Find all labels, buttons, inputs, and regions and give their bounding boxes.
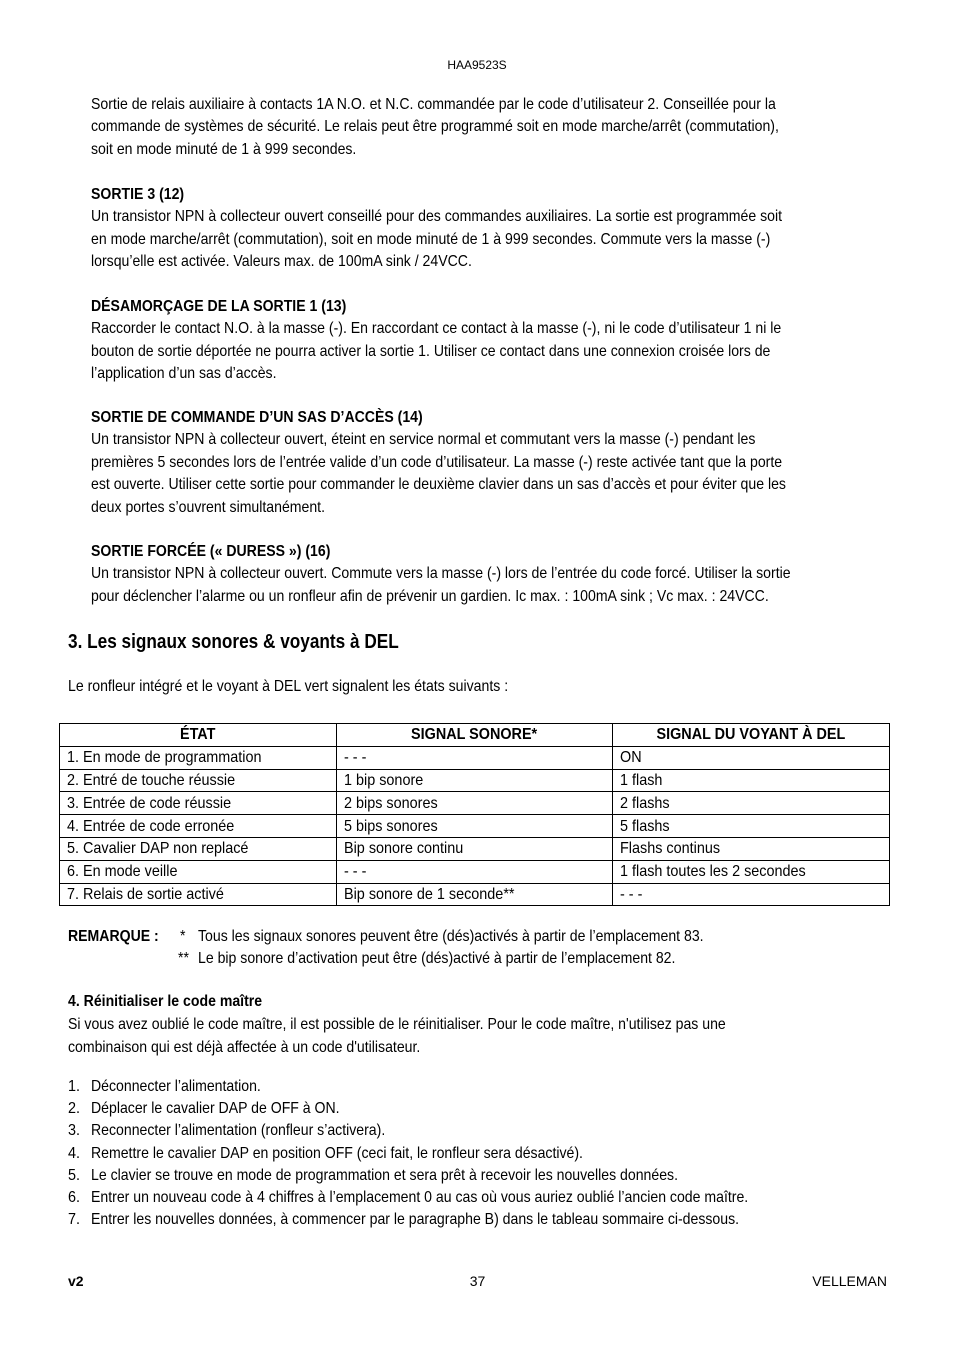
table-row bbox=[60, 792, 890, 815]
table-row bbox=[60, 769, 890, 792]
table-cell: - - - bbox=[337, 746, 613, 769]
paragraph-line: Un transistor NPN à collecteur ouvert, éteint en service normal et commutant vers la masse (-) pendant les bbox=[91, 431, 756, 449]
footer-brand: VELLEMAN bbox=[812, 1273, 887, 1289]
section-title: DÉSAMORÇAGE DE LA SORTIE 1 (13) bbox=[91, 298, 347, 315]
table-row bbox=[60, 746, 890, 769]
section-sortie-forcee bbox=[91, 541, 881, 608]
table-cell: Flashs continus bbox=[613, 837, 890, 860]
table-cell: - - - bbox=[613, 883, 890, 906]
table-cell: ON bbox=[613, 746, 890, 769]
document-page: HAA9523S Sortie de relais auxiliaire à contacts 1A N.O. et N.C. commandée par le code d’utilisateur 2. Conseillée pour la commande de systèmes de sécurité. Le relais peut être programmé soit en mode marche/arrêt (commutation), soit en mode minuté de 1 à 999 secondes. SORTIE 3 (12) Un transistor NPN à collecteur ouvert conseillé pour des commandes auxiliaires. La sortie est programmée soit en mode marche/arrêt (commutation), soit en mode minuté de 1 à 999 secondes. Commute vers la masse (-) lorsqu’elle est activée. Valeurs max. de 100mA sink / 24VCC. DÉSAMORÇAGE DE LA SORTIE 1 (13) Raccorder le contact N.O. à la masse (-). En raccordant ce contact à la masse (-), ni le code d’utilisateur 1 ni le bouton de sortie déportée ne pourra activer la sortie 1. Utiliser ce contact dans une connexion croisée lors de l’application d’un sas d’accès. SORTIE DE COMMANDE D’UN SAS D’ACCÈS (14) Un transistor NPN à collecteur ouvert, éteint en service normal et commutant vers la masse (-) pendant les premières 5 secondes lors de l’entrée valide d’un code d’utilisateur. La masse (-) reste activée tant que la porte est ouverte. Utiliser cette sortie pour commander le deuxième clavier dans un sas d’accès et pour éviter que les deux portes s’ouvrent simultanément. SORTIE FORCÉE (« DURESS ») (16) Un transistor NPN à collecteur ouvert. Commute vers la masse (-) lors de l’entrée du code forcé. Utiliser la sortie pour déclencher l’alarme ou un ronfleur afin de prévenir un gardien. Ic max. : 100mA sink ; Vc max. : 24VCC. 3. Les signaux sonores & voyants à DEL Le ronfleur intégré et le voyant à DEL vert signalent les états suivants : ÉTAT SIGNAL SONORE* SIGNAL DU VOYANT À DEL 1. En mode de programmation - - - ON 2. Entré de touche réussie 1 bip sonore 1 flash 3. Entrée de code réussie 2 bips sonores 2 flashs 4. Entrée de code erronée 5 bips sonores 5 flashs 5. Cavalier DAP non replacé Bip sonore continu Flashs continus 6. En mode veille - - - 1 flash toutes les 2 secondes 7. Relais de sortie activé Bip sonore de 1 seconde** - - - REMARQUE : * Tous les signaux sonores peuvent être (dés)activés à partir de l’emplacement 83. ** Le bip sonore d’activation peut être (dés)activé à partir de l’emplacement 82. 4. Réinitialiser le code maître Si vous avez oublié le code maître, il est possible de le réinitialiser. Pour le code maître, n'utilisez pas une combinaison qui est déjà affectée à un code d'utilisateur. 1. Déconnecter l’alimentation. 2. Déplacer le cavalier DAP de OFF à ON. 3. Reconnecter l’alimentation (ronfleur s’activera). 4. Remettre le cavalier DAP en position OFF (ceci fait, le ronfleur sera désactivé). 5. Le clavier se trouve en mode de programmation et sera prêt à recevoir les nouvelles données. 6. Entrer un nouveau code à 4 chiffres à l’emplacement 0 au cas où vous auriez oublié l’ancien code maître. 7. Entrer les nouvelles données, à commencer par le paragraphe B) dans le tableau sommaire ci-dessous. v2 37 VELLEMAN bbox=[0, 0, 954, 1351]
header-model-code: HAA9523S bbox=[447, 58, 507, 72]
paragraph-line: pour déclencher l’alarme ou un ronfleur afin de prévenir un gardien. Ic max. : 100mA sink ; Vc max. : 24VCC. bbox=[91, 587, 769, 605]
table-intro: Le ronfleur intégré et le voyant à DEL vert signalent les états suivants : bbox=[68, 678, 509, 695]
paragraph-line: Un transistor NPN à collecteur ouvert conseillé pour des commandes auxiliaires. La sortie est programmée soit bbox=[91, 208, 783, 226]
table-cell: 4. Entrée de code erronée bbox=[60, 815, 337, 838]
table-row bbox=[60, 837, 890, 860]
paragraph-line: premières 5 secondes lors de l’entrée valide d’un code d’utilisateur. La masse (-) reste activée tant que la porte bbox=[91, 453, 783, 471]
intro-paragraph bbox=[91, 94, 881, 161]
paragraph-line: en mode marche/arrêt (commutation), soit en mode minuté de 1 à 999 secondes. Commute vers la masse (-) bbox=[91, 230, 771, 248]
paragraph-line: Sortie de relais auxiliaire à contacts 1A N.O. et N.C. commandée par le code d’utilisateur 2. Conseillée pour la bbox=[91, 96, 776, 113]
table-cell: 1. En mode de programmation bbox=[60, 746, 337, 769]
table-cell: 1 flash toutes les 2 secondes bbox=[613, 860, 890, 883]
column-header: ÉTAT bbox=[60, 724, 337, 747]
remark-label: REMARQUE : bbox=[68, 928, 159, 945]
section-title: SORTIE 3 (12) bbox=[91, 186, 185, 203]
table-cell: 5 flashs bbox=[613, 815, 890, 838]
table-cell: 1 flash bbox=[613, 769, 890, 792]
table-cell: Bip sonore de 1 seconde** bbox=[337, 883, 613, 906]
section-desamorcage bbox=[91, 296, 881, 386]
paragraph-line: commande de systèmes de sécurité. Le relais peut être programmé soit en mode marche/arrêt (commutation), bbox=[91, 118, 779, 136]
paragraph-line: l’application d’un sas d’accès. bbox=[91, 365, 277, 383]
table-cell: 6. En mode veille bbox=[60, 860, 337, 883]
section-title: 4. Réinitialiser le code maître bbox=[68, 993, 263, 1010]
column-header: SIGNAL DU VOYANT À DEL bbox=[613, 724, 890, 747]
section-title: SORTIE FORCÉE (« DURESS ») (16) bbox=[91, 543, 331, 560]
paragraph-line: deux portes s’ouvrent simultanément. bbox=[91, 498, 326, 516]
table-row bbox=[60, 883, 890, 906]
table-cell: 2. Entré de touche réussie bbox=[60, 769, 337, 792]
paragraph-line: bouton de sortie déportée ne pourra activer la sortie 1. Utiliser ce contact dans une connexion croisée lors de bbox=[91, 342, 771, 360]
paragraph-line: soit en mode minuté de 1 à 999 secondes. bbox=[91, 140, 357, 158]
section-4 bbox=[68, 990, 815, 1059]
paragraph-line: Si vous avez oublié le code maître, il est possible de le réinitialiser. Pour le code maître, n'utilisez pas une bbox=[68, 1016, 726, 1033]
table-cell: Bip sonore continu bbox=[337, 837, 613, 860]
paragraph-line: est ouverte. Utiliser cette sortie pour commander le deuxième clavier dans un sas d’accès et pour éviter que les bbox=[91, 476, 786, 494]
paragraph-line: lorsqu’elle est activée. Valeurs max. de 100mA sink / 24VCC. bbox=[91, 253, 472, 271]
table-cell: 7. Relais de sortie activé bbox=[60, 883, 337, 906]
remark-text: Le bip sonore d’activation peut être (dés)activé à partir de l’emplacement 82. bbox=[198, 950, 676, 967]
table-row bbox=[60, 815, 890, 838]
table-cell: 2 bips sonores bbox=[337, 792, 613, 815]
remark-mark: * bbox=[180, 928, 186, 945]
footer-version: v2 bbox=[68, 1273, 84, 1289]
column-header: SIGNAL SONORE* bbox=[337, 724, 613, 747]
paragraph-line: Raccorder le contact N.O. à la masse (-). En raccordant ce contact à la masse (-), ni le code d’utilisateur 1 ni le bbox=[91, 320, 782, 338]
table-header-row bbox=[60, 724, 890, 747]
paragraph-line: combinaison qui est déjà affectée à un code d'utilisateur. bbox=[68, 1039, 421, 1056]
table-cell: 1 bip sonore bbox=[337, 769, 613, 792]
table-cell: 5. Cavalier DAP non replacé bbox=[60, 837, 337, 860]
paragraph-line: Un transistor NPN à collecteur ouvert. Commute vers la masse (-) lors de l’entrée du code forcé. Utiliser la sortie bbox=[91, 565, 791, 583]
footer-page-number: 37 bbox=[469, 1273, 486, 1289]
table-row bbox=[60, 860, 890, 883]
remark-mark: ** bbox=[178, 950, 189, 967]
remark-text: Tous les signaux sonores peuvent être (dés)activés à partir de l’emplacement 83. bbox=[198, 928, 704, 945]
signal-table bbox=[59, 723, 890, 906]
table-cell: 3. Entrée de code réussie bbox=[60, 792, 337, 815]
section-title: SORTIE DE COMMANDE D’UN SAS D’ACCÈS (14) bbox=[91, 409, 423, 426]
table-cell: 5 bips sonores bbox=[337, 815, 613, 838]
section-heading: 3. Les signaux sonores & voyants à DEL bbox=[68, 631, 399, 653]
section-sortie-3 bbox=[91, 184, 881, 274]
section-sas-acces bbox=[91, 407, 881, 519]
table-cell: 2 flashs bbox=[613, 792, 890, 815]
table-cell: - - - bbox=[337, 860, 613, 883]
